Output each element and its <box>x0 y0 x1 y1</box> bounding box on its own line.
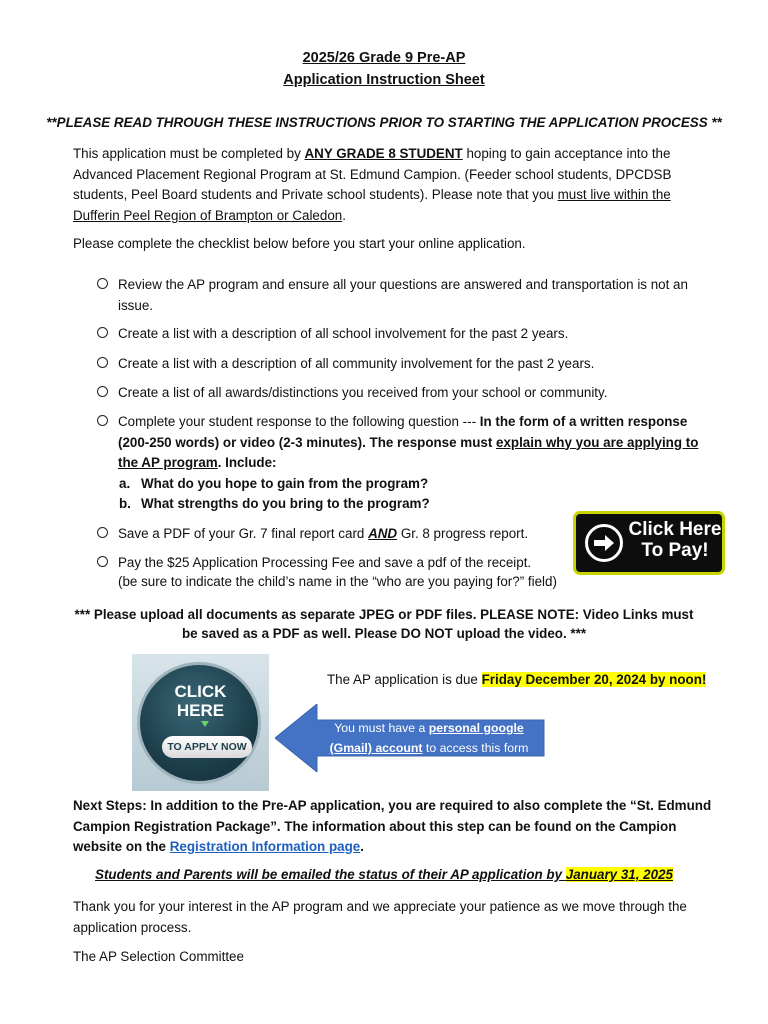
checklist-item-label: Create a list of all awards/distinctions you received from your school or community. <box>118 385 608 400</box>
checkbox-circle-icon[interactable] <box>97 527 108 538</box>
intro-text-1: This application must be completed by <box>73 146 305 161</box>
checkbox-circle-icon[interactable] <box>97 327 108 338</box>
sub-item-b-key: b. <box>119 496 131 511</box>
checkbox-circle-icon[interactable] <box>97 556 108 567</box>
upload-note: *** Please upload all documents as separate JPEG or PDF files. PLEASE NOTE: Video Links must be saved as a PDF as well. Please DO NOT upload the video. *** <box>74 607 694 641</box>
report-text-2: Gr. 8 progress report. <box>397 526 529 541</box>
status-date-highlight: January 31, 2025 <box>565 867 673 882</box>
intro-region-requirement: must live within the Dufferin Peel Region of Brampton or Caledon <box>73 187 671 223</box>
page-title <box>0 47 768 91</box>
callout-gmail-account: personal google (Gmail) account <box>329 721 524 755</box>
checkbox-circle-icon[interactable] <box>97 357 108 368</box>
checklist-item-response[interactable] <box>97 412 707 515</box>
intro-text-3: . <box>342 207 346 223</box>
apply-pill-label: TO APPLY NOW <box>162 736 252 758</box>
checklist-item-awards[interactable] <box>97 383 707 404</box>
intro-paragraph <box>73 144 713 226</box>
due-date-line <box>327 672 706 687</box>
intro-bold-grade8: ANY GRADE 8 STUDENT <box>304 146 463 161</box>
callout-pre: You must have a <box>334 721 429 735</box>
response-text-3: explain why you are applying to the AP program <box>118 434 699 470</box>
response-text-1: Complete your student response to the following question --- <box>118 414 480 429</box>
pay-line-1: Click Here <box>628 519 722 540</box>
apply-disc-icon <box>137 662 261 784</box>
checklist-item-school[interactable] <box>97 324 707 345</box>
intro-text-2: hoping to gain acceptance into the Advanced Placement Regional Program at St. Edmund Campion. (Feeder school students, DPCDSB students, Peel Board students and Private school students). Please note that you <box>73 146 672 202</box>
checklist-item-label: Create a list with a description of all school involvement for the past 2 years. <box>118 326 569 341</box>
pay-button-label <box>628 519 722 561</box>
arrow-right-icon <box>585 524 623 562</box>
apply-label <box>132 682 269 720</box>
checklist-item-report-card[interactable] <box>97 524 557 545</box>
pointer-triangle-icon <box>201 721 209 727</box>
thank-you-paragraph: Thank you for your interest in the AP program and we appreciate your patience as we move through the application process. <box>73 899 687 935</box>
status-notice <box>0 867 768 882</box>
apply-line-1: CLICK <box>174 682 227 701</box>
callout-text <box>315 718 543 758</box>
read-instructions-notice: **PLEASE READ THROUGH THESE INSTRUCTIONS PRIOR TO STARTING THE APPLICATION PROCESS ** <box>46 115 722 130</box>
checklist-item-label <box>118 553 577 591</box>
next-steps-text: Next Steps: In addition to the Pre-AP application, you are required to also complete the “St. Edmund Campion Registration Package”. The information about this step can be found on the Campion website on the <box>73 798 712 854</box>
apply-line-2: HERE <box>176 701 225 720</box>
checklist-lead: Please complete the checklist below before you start your online application. <box>73 236 526 251</box>
checkbox-circle-icon[interactable] <box>97 415 108 426</box>
sub-item-b-text: What strengths do you bring to the program? <box>141 496 430 511</box>
sub-item-a-key: a. <box>119 475 131 491</box>
pay-line-2: To Pay! <box>641 540 709 561</box>
fee-text-2: (be sure to indicate the child’s name in the “who are you paying for?” field) <box>118 574 557 589</box>
sub-item-a <box>97 474 707 495</box>
checklist-item-label <box>118 524 557 545</box>
next-steps-paragraph <box>73 796 713 858</box>
signature: The AP Selection Committee <box>73 949 244 964</box>
click-here-to-apply-button[interactable] <box>132 654 269 791</box>
checkbox-circle-icon[interactable] <box>97 386 108 397</box>
next-steps-end: . <box>360 839 364 854</box>
checklist-item-review[interactable] <box>97 275 707 316</box>
checklist-item-label <box>118 412 707 474</box>
status-text: Students and Parents will be emailed the status of their AP application by <box>95 867 566 882</box>
title-line-1: 2025/26 Grade 9 Pre-AP <box>302 50 466 66</box>
report-text-and: AND <box>368 526 398 541</box>
sub-item-a-text: What do you hope to gain from the program? <box>141 475 429 491</box>
title-line-2: Application Instruction Sheet <box>283 72 485 88</box>
response-text-4: . Include: <box>217 455 277 470</box>
callout-post: to access this form <box>422 741 529 755</box>
registration-information-link[interactable]: Registration Information page <box>169 839 361 854</box>
gmail-callout-arrow <box>275 704 545 772</box>
checkbox-circle-icon[interactable] <box>97 278 108 289</box>
checklist-item-label: Review the AP program and ensure all your questions are answered and transportation is not an issue. <box>118 277 688 313</box>
checklist-item-community[interactable] <box>97 354 707 375</box>
report-text-1: Save a PDF of your Gr. 7 final report card <box>118 526 369 541</box>
due-date-highlight: Friday December 20, 2024 by noon! <box>481 672 707 687</box>
checklist-item-label: Create a list with a description of all community involvement for the past 2 years. <box>118 356 595 371</box>
due-prefix: The AP application is due <box>327 672 482 687</box>
checklist-item-fee[interactable] <box>97 553 577 591</box>
response-text-2: In the form of a written response (200-250 words) or video (2-3 minutes). The response must <box>118 414 688 450</box>
fee-text-1: Pay the $25 Application Processing Fee and save a pdf of the receipt. <box>118 555 532 570</box>
click-here-to-pay-button[interactable] <box>573 511 725 575</box>
